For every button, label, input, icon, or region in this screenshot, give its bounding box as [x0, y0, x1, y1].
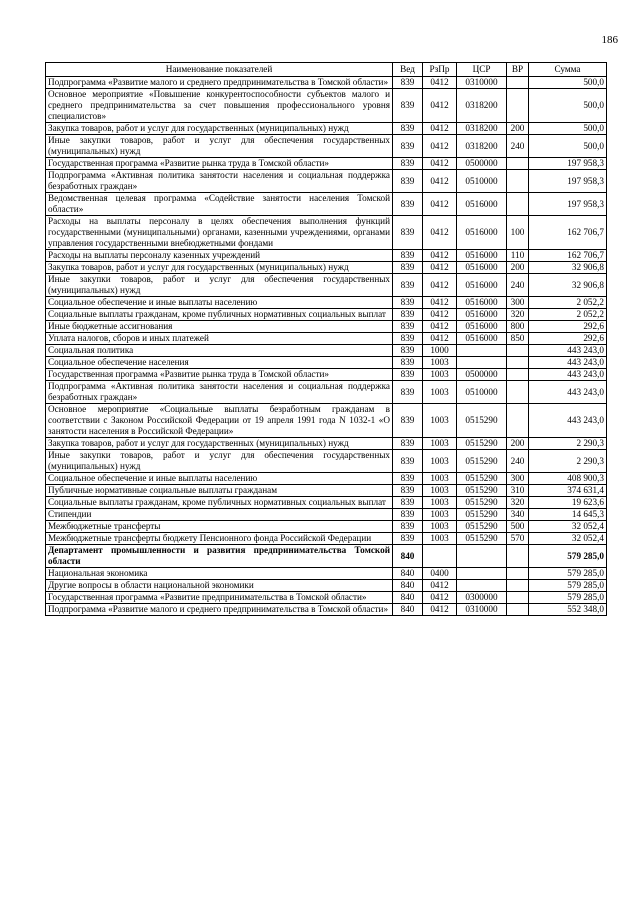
row-sum: 374 631,4 — [529, 485, 607, 497]
row-rzpr: 0412 — [423, 89, 457, 123]
row-rzpr: 0412 — [423, 135, 457, 158]
row-csr: 0515290 — [457, 485, 507, 497]
row-vr — [507, 604, 529, 616]
row-ved: 840 — [393, 604, 423, 616]
row-csr: 0515290 — [457, 438, 507, 450]
row-csr: 0300000 — [457, 592, 507, 604]
row-vr — [507, 193, 529, 216]
row-sum: 443 243,0 — [529, 369, 607, 381]
row-name: Иные закупки товаров, работ и услуг для обеспечения государственных (муниципальных) нужд — [46, 450, 393, 473]
row-name: Закупка товаров, работ и услуг для государственных (муниципальных) нужд — [46, 262, 393, 274]
table-row — [46, 485, 607, 497]
row-sum: 552 348,0 — [529, 604, 607, 616]
row-vr: 310 — [507, 485, 529, 497]
row-ved: 839 — [393, 77, 423, 89]
table-row — [46, 497, 607, 509]
row-sum: 2 052,2 — [529, 309, 607, 321]
table-row — [46, 545, 607, 568]
row-csr: 0318200 — [457, 89, 507, 123]
row-rzpr: 0400 — [423, 568, 457, 580]
row-sum: 443 243,0 — [529, 404, 607, 438]
row-ved: 839 — [393, 170, 423, 193]
row-vr: 800 — [507, 321, 529, 333]
row-vr: 240 — [507, 274, 529, 297]
row-name: Основное мероприятие «Социальные выплаты безработным гражданам в соответствии с Законом Российской Федерации от 19 апреля 1991 года N 1032-1 «О занятости населения в Российской Федерации» — [46, 404, 393, 438]
table-row — [46, 250, 607, 262]
header-rzpr: РзПр — [423, 63, 457, 77]
row-csr: 0516000 — [457, 193, 507, 216]
row-rzpr: 1003 — [423, 509, 457, 521]
row-csr: 0510000 — [457, 170, 507, 193]
table-row — [46, 123, 607, 135]
row-sum: 408 900,3 — [529, 473, 607, 485]
table-row — [46, 274, 607, 297]
row-rzpr: 1003 — [423, 438, 457, 450]
row-vr: 320 — [507, 309, 529, 321]
row-name: Подпрограмма «Развитие малого и среднего предпринимательства в Томской области» — [46, 77, 393, 89]
row-vr — [507, 545, 529, 568]
row-name: Межбюджетные трансферты — [46, 521, 393, 533]
row-ved: 839 — [393, 381, 423, 404]
row-rzpr: 1003 — [423, 533, 457, 545]
row-ved: 839 — [393, 135, 423, 158]
row-csr — [457, 568, 507, 580]
row-sum: 443 243,0 — [529, 381, 607, 404]
row-rzpr: 0412 — [423, 158, 457, 170]
row-sum: 32 052,4 — [529, 521, 607, 533]
table-row — [46, 521, 607, 533]
row-csr: 0318200 — [457, 123, 507, 135]
row-csr — [457, 580, 507, 592]
row-name: Государственная программа «Развитие рынка труда в Томской области» — [46, 369, 393, 381]
row-ved: 839 — [393, 473, 423, 485]
table-row — [46, 450, 607, 473]
row-vr: 110 — [507, 250, 529, 262]
row-rzpr: 1003 — [423, 381, 457, 404]
row-vr — [507, 77, 529, 89]
row-rzpr: 0412 — [423, 604, 457, 616]
row-vr — [507, 89, 529, 123]
header-ved: Вед — [393, 63, 423, 77]
row-name: Социальная политика — [46, 345, 393, 357]
row-rzpr: 1003 — [423, 357, 457, 369]
row-vr — [507, 404, 529, 438]
row-csr: 0515290 — [457, 404, 507, 438]
row-rzpr: 0412 — [423, 297, 457, 309]
row-ved: 839 — [393, 250, 423, 262]
row-vr — [507, 345, 529, 357]
row-name: Социальное обеспечение населения — [46, 357, 393, 369]
row-csr: 0510000 — [457, 381, 507, 404]
row-csr: 0516000 — [457, 216, 507, 250]
row-vr — [507, 381, 529, 404]
row-vr: 300 — [507, 297, 529, 309]
table-row — [46, 333, 607, 345]
row-name: Уплата налогов, сборов и иных платежей — [46, 333, 393, 345]
row-rzpr: 1003 — [423, 473, 457, 485]
row-ved: 840 — [393, 592, 423, 604]
budget-table — [45, 62, 607, 616]
row-csr: 0516000 — [457, 309, 507, 321]
table-row — [46, 580, 607, 592]
row-sum: 500,0 — [529, 89, 607, 123]
row-name: Подпрограмма «Развитие малого и среднего предпринимательства в Томской области» — [46, 604, 393, 616]
row-ved: 839 — [393, 521, 423, 533]
row-sum: 500,0 — [529, 135, 607, 158]
row-rzpr: 1003 — [423, 497, 457, 509]
table-row — [46, 357, 607, 369]
row-ved: 839 — [393, 438, 423, 450]
row-ved: 839 — [393, 193, 423, 216]
row-name: Государственная программа «Развитие рынка труда в Томской области» — [46, 158, 393, 170]
row-csr: 0310000 — [457, 77, 507, 89]
row-vr — [507, 357, 529, 369]
row-name: Социальные выплаты гражданам, кроме публичных нормативных социальных выплат — [46, 309, 393, 321]
row-rzpr: 0412 — [423, 274, 457, 297]
table-row — [46, 309, 607, 321]
row-rzpr: 0412 — [423, 193, 457, 216]
row-ved: 840 — [393, 568, 423, 580]
row-name: Основное мероприятие «Повышение конкурентоспособности субъектов малого и среднего предпринимательства за счет повышения профессионального уровня специалистов» — [46, 89, 393, 123]
row-vr: 200 — [507, 123, 529, 135]
row-csr: 0515290 — [457, 450, 507, 473]
row-rzpr: 0412 — [423, 580, 457, 592]
row-name: Закупка товаров, работ и услуг для государственных (муниципальных) нужд — [46, 123, 393, 135]
table-row — [46, 473, 607, 485]
row-csr: 0516000 — [457, 297, 507, 309]
row-ved: 839 — [393, 404, 423, 438]
row-rzpr: 1003 — [423, 369, 457, 381]
row-ved: 839 — [393, 533, 423, 545]
row-sum: 19 623,6 — [529, 497, 607, 509]
table-row — [46, 89, 607, 123]
row-ved: 839 — [393, 309, 423, 321]
row-ved: 839 — [393, 485, 423, 497]
table-row — [46, 158, 607, 170]
row-csr: 0310000 — [457, 604, 507, 616]
row-name: Публичные нормативные социальные выплаты гражданам — [46, 485, 393, 497]
table-row — [46, 592, 607, 604]
row-vr — [507, 592, 529, 604]
header-vr: ВР — [507, 63, 529, 77]
row-rzpr — [423, 545, 457, 568]
row-vr — [507, 158, 529, 170]
row-csr — [457, 545, 507, 568]
row-name: Государственная программа «Развитие предпринимательства в Томской области» — [46, 592, 393, 604]
row-csr: 0515290 — [457, 533, 507, 545]
row-ved: 839 — [393, 274, 423, 297]
table-body — [46, 77, 607, 616]
row-sum: 443 243,0 — [529, 345, 607, 357]
row-name: Подпрограмма «Активная политика занятости населения и социальная поддержка безработных граждан» — [46, 170, 393, 193]
row-name: Национальная экономика — [46, 568, 393, 580]
row-ved: 839 — [393, 158, 423, 170]
row-csr: 0515290 — [457, 497, 507, 509]
row-vr: 240 — [507, 450, 529, 473]
row-rzpr: 1003 — [423, 521, 457, 533]
row-csr: 0318200 — [457, 135, 507, 158]
row-rzpr: 0412 — [423, 592, 457, 604]
row-ved: 840 — [393, 545, 423, 568]
row-ved: 839 — [393, 345, 423, 357]
table-row — [46, 77, 607, 89]
table-row — [46, 533, 607, 545]
row-csr: 0515290 — [457, 473, 507, 485]
row-rzpr: 1003 — [423, 404, 457, 438]
row-sum: 32 052,4 — [529, 533, 607, 545]
row-rzpr: 0412 — [423, 216, 457, 250]
row-csr: 0516000 — [457, 333, 507, 345]
row-ved: 839 — [393, 497, 423, 509]
row-vr — [507, 580, 529, 592]
row-rzpr: 1000 — [423, 345, 457, 357]
row-rzpr: 0412 — [423, 123, 457, 135]
row-rzpr: 0412 — [423, 77, 457, 89]
row-name: Социальное обеспечение и иные выплаты населению — [46, 297, 393, 309]
row-ved: 839 — [393, 450, 423, 473]
row-vr: 300 — [507, 473, 529, 485]
row-rzpr: 0412 — [423, 262, 457, 274]
row-sum: 197 958,3 — [529, 170, 607, 193]
page-number: 186 — [601, 34, 618, 46]
row-name: Социальное обеспечение и иные выплаты населению — [46, 473, 393, 485]
row-csr — [457, 345, 507, 357]
table-row — [46, 297, 607, 309]
row-rzpr: 0412 — [423, 170, 457, 193]
row-sum: 443 243,0 — [529, 357, 607, 369]
row-csr: 0516000 — [457, 321, 507, 333]
row-csr: 0500000 — [457, 369, 507, 381]
row-vr — [507, 170, 529, 193]
row-ved: 839 — [393, 321, 423, 333]
row-sum: 500,0 — [529, 123, 607, 135]
row-ved: 839 — [393, 297, 423, 309]
row-rzpr: 0412 — [423, 309, 457, 321]
row-vr: 500 — [507, 521, 529, 533]
row-name: Социальные выплаты гражданам, кроме публичных нормативных социальных выплат — [46, 497, 393, 509]
table-row — [46, 381, 607, 404]
row-csr: 0516000 — [457, 250, 507, 262]
row-sum: 579 285,0 — [529, 580, 607, 592]
row-ved: 839 — [393, 369, 423, 381]
row-ved: 839 — [393, 357, 423, 369]
table-row — [46, 321, 607, 333]
row-sum: 579 285,0 — [529, 592, 607, 604]
table-row — [46, 345, 607, 357]
row-sum: 292,6 — [529, 333, 607, 345]
header-csr: ЦСР — [457, 63, 507, 77]
row-csr: 0516000 — [457, 274, 507, 297]
row-ved: 839 — [393, 509, 423, 521]
row-name: Стипендии — [46, 509, 393, 521]
row-vr: 340 — [507, 509, 529, 521]
row-sum: 197 958,3 — [529, 193, 607, 216]
row-csr: 0515290 — [457, 521, 507, 533]
row-name: Закупка товаров, работ и услуг для государственных (муниципальных) нужд — [46, 438, 393, 450]
row-ved: 839 — [393, 216, 423, 250]
row-ved: 839 — [393, 262, 423, 274]
table-row — [46, 193, 607, 216]
table-row — [46, 369, 607, 381]
table-row — [46, 604, 607, 616]
row-sum: 2 290,3 — [529, 450, 607, 473]
row-vr: 850 — [507, 333, 529, 345]
row-rzpr: 0412 — [423, 321, 457, 333]
table-row — [46, 438, 607, 450]
row-sum: 197 958,3 — [529, 158, 607, 170]
row-name: Расходы на выплаты персоналу казенных учреждений — [46, 250, 393, 262]
row-sum: 14 645,3 — [529, 509, 607, 521]
row-name: Иные бюджетные ассигнования — [46, 321, 393, 333]
row-rzpr: 1003 — [423, 485, 457, 497]
row-vr: 240 — [507, 135, 529, 158]
row-name: Межбюджетные трансферты бюджету Пенсионного фонда Российской Федерации — [46, 533, 393, 545]
row-csr: 0500000 — [457, 158, 507, 170]
row-sum: 292,6 — [529, 321, 607, 333]
table-row — [46, 170, 607, 193]
table-row — [46, 509, 607, 521]
row-vr: 200 — [507, 262, 529, 274]
row-ved: 839 — [393, 333, 423, 345]
row-csr — [457, 357, 507, 369]
table-row — [46, 216, 607, 250]
table-row — [46, 404, 607, 438]
row-vr — [507, 568, 529, 580]
row-name: Расходы на выплаты персоналу в целях обеспечения выполнения функций государственными (муниципальными) органами, казенными учреждениями, органами управления государственными внебюджетными фондами — [46, 216, 393, 250]
row-rzpr: 0412 — [423, 333, 457, 345]
row-ved: 839 — [393, 89, 423, 123]
header-sum: Сумма — [529, 63, 607, 77]
row-name: Другие вопросы в области национальной экономики — [46, 580, 393, 592]
row-vr: 570 — [507, 533, 529, 545]
row-rzpr: 1003 — [423, 450, 457, 473]
row-sum: 579 285,0 — [529, 545, 607, 568]
row-sum: 2 052,2 — [529, 297, 607, 309]
table-header-row — [46, 63, 607, 77]
row-name: Иные закупки товаров, работ и услуг для обеспечения государственных (муниципальных) нужд — [46, 274, 393, 297]
row-csr: 0516000 — [457, 262, 507, 274]
table-row — [46, 262, 607, 274]
row-sum: 32 906,8 — [529, 274, 607, 297]
header-name: Наименование показателей — [46, 63, 393, 77]
row-rzpr: 0412 — [423, 250, 457, 262]
row-name: Департамент промышленности и развития предпринимательства Томской области — [46, 545, 393, 568]
row-sum: 579 285,0 — [529, 568, 607, 580]
row-sum: 32 906,8 — [529, 262, 607, 274]
row-sum: 162 706,7 — [529, 216, 607, 250]
row-name: Иные закупки товаров, работ и услуг для обеспечения государственных (муниципальных) нужд — [46, 135, 393, 158]
row-vr — [507, 369, 529, 381]
row-ved: 839 — [393, 123, 423, 135]
row-csr: 0515290 — [457, 509, 507, 521]
table-row — [46, 135, 607, 158]
row-vr: 320 — [507, 497, 529, 509]
row-sum: 2 290,3 — [529, 438, 607, 450]
row-name: Ведомственная целевая программа «Содействие занятости населения Томской области» — [46, 193, 393, 216]
row-sum: 162 706,7 — [529, 250, 607, 262]
row-vr: 100 — [507, 216, 529, 250]
row-vr: 200 — [507, 438, 529, 450]
row-name: Подпрограмма «Активная политика занятости населения и социальная поддержка безработных граждан» — [46, 381, 393, 404]
row-sum: 500,0 — [529, 77, 607, 89]
table-row — [46, 568, 607, 580]
row-ved: 840 — [393, 580, 423, 592]
